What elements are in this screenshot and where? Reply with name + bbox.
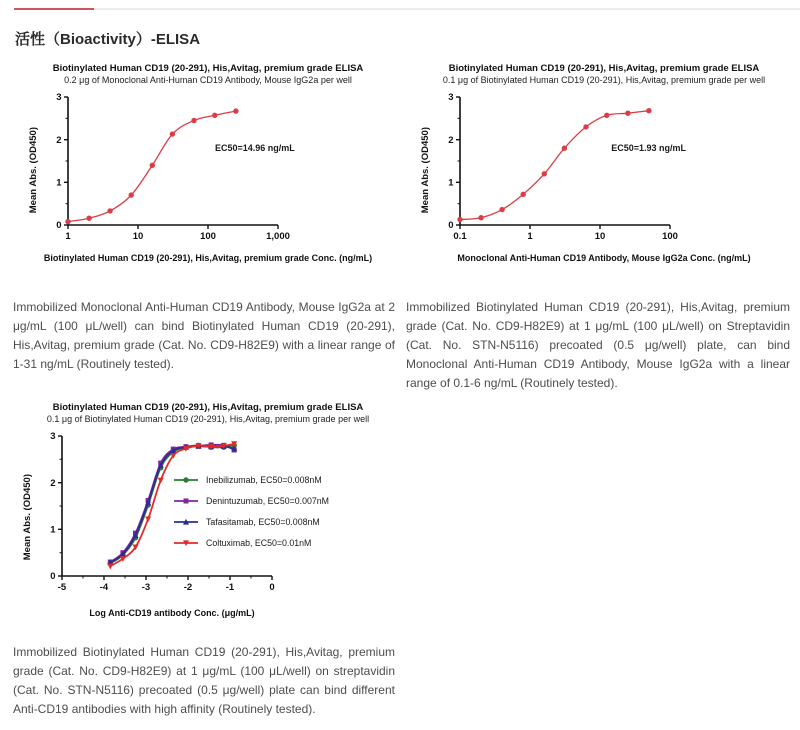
svg-text:Tafasitamab, EC50=0.008nM: Tafasitamab, EC50=0.008nM [206,517,320,527]
active-tab-indicator [14,8,94,10]
svg-text:3: 3 [56,92,62,104]
svg-text:3: 3 [50,431,56,443]
chart-subtitle: 0.2 μg of Monoclonal Anti-Human CD19 Antibody, Mouse IgG2a per well [64,75,352,85]
svg-text:EC50=1.93 ng/mL: EC50=1.93 ng/mL [611,142,686,153]
svg-text:-5: -5 [57,582,67,593]
description-left: Immobilized Monoclonal Anti-Human CD19 Antibody, Mouse IgG2a at 2 μg/mL (100 μL/well) can bind Biotinylated Human CD19 (20-291), His,Avitag, premium grade (Cat. No. CD9-H82E9) with a linear range of 1-31 ng/mL (Routinely tested). [13,300,395,371]
chart-subtitle: 0.1 μg of Biotinylated Human CD19 (20-291), His,Avitag, premium grade per well [442,75,766,85]
chart-subtitle: 0.1 μg of Biotinylated Human CD19 (20-291), His,Avitag, premium grade per well [46,414,370,424]
svg-text:100: 100 [200,231,216,242]
section-heading: 活性（Bioactivity）-ELISA [15,31,201,48]
svg-text:0: 0 [56,220,62,232]
x-axis-label: Biotinylated Human CD19 (20-291), His,Avitag, premium grade Conc. (ng/mL) [43,253,373,263]
elisa-chart-3 [22,402,394,618]
elisa-chart-2 [420,63,788,263]
svg-text:Inebilizumab, EC50=0.008nM: Inebilizumab, EC50=0.008nM [206,475,322,485]
description-bottom: Immobilized Biotinylated Human CD19 (20-291), His,Avitag, premium grade (Cat. No. CD9-H82E9) at 1 μg/mL (100 μL/well) on streptavidin (Cat. No. STN-N5116) precoated (0.5 μg/well) plate can bind different Anti-CD19 antibodies with high affinity (Routinely tested). [13,645,395,716]
y-axis-label: Mean Abs. (OD450) [22,473,33,561]
chart-title: Biotinylated Human CD19 (20-291), His,Avitag, premium grade ELISA [448,63,760,74]
svg-text:1: 1 [448,177,454,189]
svg-text:0: 0 [448,220,454,232]
chart-title: Biotinylated Human CD19 (20-291), His,Avitag, premium grade ELISA [52,63,364,74]
chart-title: Biotinylated Human CD19 (20-291), His,Avitag, premium grade ELISA [52,402,364,413]
svg-text:2: 2 [56,134,62,146]
x-axis-label: Monoclonal Anti-Human CD19 Antibody, Mouse IgG2a Conc. (ng/mL) [457,253,751,263]
svg-text:10: 10 [594,231,606,242]
svg-text:1,000: 1,000 [266,231,290,242]
svg-text:0: 0 [50,571,56,583]
svg-text:-2: -2 [183,582,193,593]
chart-plot [42,89,344,251]
svg-text:1: 1 [56,177,62,189]
svg-text:10: 10 [132,231,144,242]
svg-text:2: 2 [448,134,454,146]
svg-text:1: 1 [50,524,56,536]
svg-text:100: 100 [662,231,678,242]
svg-text:Coltuximab, EC50=0.01nM: Coltuximab, EC50=0.01nM [206,538,312,548]
svg-text:0: 0 [269,582,275,593]
section-divider [14,8,800,10]
svg-text:Denintuzumab, EC50=0.007nM: Denintuzumab, EC50=0.007nM [206,496,329,506]
svg-text:1: 1 [527,231,533,242]
svg-text:-3: -3 [141,582,151,593]
chart-plot [434,89,736,251]
svg-text:-4: -4 [99,582,109,593]
svg-text:0.1: 0.1 [453,231,467,242]
svg-text:3: 3 [448,92,454,104]
svg-text:1: 1 [65,231,71,242]
y-axis-label: Mean Abs. (OD450) [28,126,39,214]
svg-text:-1: -1 [225,582,235,593]
svg-text:EC50=14.96 ng/mL: EC50=14.96 ng/mL [215,142,295,153]
description-right: Immobilized Biotinylated Human CD19 (20-291), His,Avitag, premium grade (Cat. No. CD9-H82E9) at 1 μg/mL (100 μL/well) on Streptavidin (Cat. No. STN-N5116) precoated (0.5 μg/well) plate, can bind Monoclonal Anti-Human CD19 Antibody, Mouse IgG2a with a linear range of 0.1-6 ng/mL (Routinely tested). [406,300,790,390]
y-axis-label: Mean Abs. (OD450) [420,126,431,214]
elisa-chart-1 [28,63,388,263]
x-axis-label: Log Anti-CD19 antibody Conc. (μg/mL) [89,608,255,618]
chart-plot [36,428,382,606]
svg-text:2: 2 [50,477,56,489]
